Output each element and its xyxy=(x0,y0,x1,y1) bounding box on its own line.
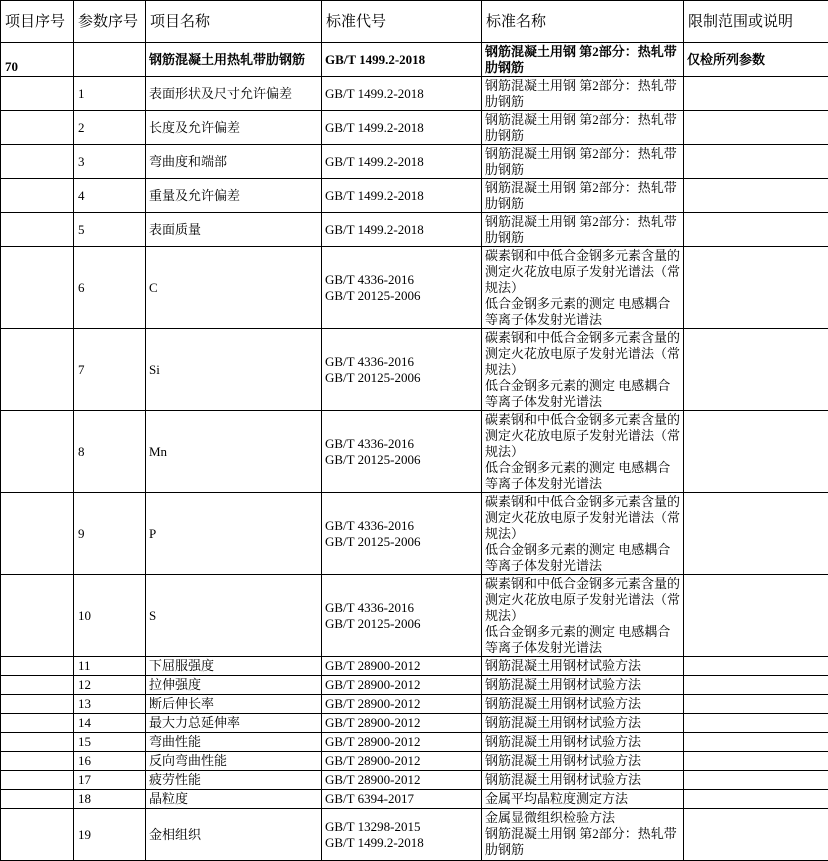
standard-name-line: 钢筋混凝土用钢材试验方法 xyxy=(485,658,680,674)
standard-code-line: GB/T 1499.2-2018 xyxy=(325,188,478,204)
param-no-cell: 12 xyxy=(74,676,146,695)
table-row xyxy=(1,575,828,657)
item-no-cell xyxy=(1,714,74,733)
param-no-cell: 11 xyxy=(74,657,146,676)
standard-name-cell xyxy=(482,714,684,733)
table-row xyxy=(1,752,828,771)
standard-name-cell xyxy=(482,145,684,179)
standard-name-cell xyxy=(482,213,684,247)
param-no-cell: 2 xyxy=(74,111,146,145)
table-row xyxy=(1,213,828,247)
standard-code-line: GB/T 4336-2016 xyxy=(325,518,478,534)
item-no-cell xyxy=(1,179,74,213)
group-standard-code: GB/T 1499.2-2018 xyxy=(322,43,482,77)
header-item-no: 项目序号 xyxy=(1,1,74,43)
standard-name-line: 钢筋混凝土用钢材试验方法 xyxy=(485,715,680,731)
standard-code-cell xyxy=(322,809,482,861)
param-no-cell: 10 xyxy=(74,575,146,657)
standard-name-line: 钢筋混凝土用钢 第2部分：热轧带肋钢筋 xyxy=(485,146,680,178)
standard-name-line: 低合金钢多元素的测定 电感耦合等离子体发射光谱法 xyxy=(485,378,680,410)
table-row xyxy=(1,714,828,733)
header-item-name: 项目名称 xyxy=(146,1,322,43)
table-row xyxy=(1,695,828,714)
item-name-cell: 下屈服强度 xyxy=(146,657,322,676)
standard-name-cell xyxy=(482,493,684,575)
item-name-cell: P xyxy=(146,493,322,575)
standard-name-line: 低合金钢多元素的测定 电感耦合等离子体发射光谱法 xyxy=(485,624,680,656)
group-standard-name: 钢筋混凝土用钢 第2部分：热轧带肋钢筋 xyxy=(482,43,684,77)
table-row xyxy=(1,111,828,145)
item-no-cell xyxy=(1,575,74,657)
header-limits: 限制范围或说明 xyxy=(684,1,828,43)
limits-cell xyxy=(684,247,828,329)
table-row xyxy=(1,145,828,179)
standard-code-cell xyxy=(322,111,482,145)
limits-cell xyxy=(684,111,828,145)
standard-name-line: 低合金钢多元素的测定 电感耦合等离子体发射光谱法 xyxy=(485,296,680,328)
standard-name-cell xyxy=(482,695,684,714)
item-no-cell xyxy=(1,247,74,329)
standard-code-line: GB/T 4336-2016 xyxy=(325,354,478,370)
standard-code-line: GB/T 1499.2-2018 xyxy=(325,835,478,851)
limits-cell xyxy=(684,77,828,111)
item-no-cell xyxy=(1,213,74,247)
limits-cell xyxy=(684,657,828,676)
standard-name-cell xyxy=(482,790,684,809)
item-no-cell xyxy=(1,493,74,575)
limits-cell xyxy=(684,179,828,213)
header-standard-name: 标准名称 xyxy=(482,1,684,43)
standard-name-cell xyxy=(482,752,684,771)
table-row xyxy=(1,247,828,329)
header-param-no: 参数序号 xyxy=(74,1,146,43)
standard-name-line: 低合金钢多元素的测定 电感耦合等离子体发射光谱法 xyxy=(485,542,680,574)
standard-code-line: GB/T 4336-2016 xyxy=(325,272,478,288)
standard-code-line: GB/T 20125-2006 xyxy=(325,616,478,632)
standard-name-line: 钢筋混凝土用钢材试验方法 xyxy=(485,772,680,788)
standard-name-cell xyxy=(482,247,684,329)
table-row xyxy=(1,329,828,411)
group-limits: 仅检所列参数 xyxy=(684,43,828,77)
header-row xyxy=(1,1,828,43)
item-name-cell: 晶粒度 xyxy=(146,790,322,809)
standard-code-cell xyxy=(322,771,482,790)
standard-code-line: GB/T 1499.2-2018 xyxy=(325,120,478,136)
standard-name-cell xyxy=(482,809,684,861)
limits-cell xyxy=(684,145,828,179)
param-no-cell: 15 xyxy=(74,733,146,752)
item-no-cell xyxy=(1,790,74,809)
limits-cell xyxy=(684,771,828,790)
standard-code-line: GB/T 13298-2015 xyxy=(325,819,478,835)
table-row xyxy=(1,411,828,493)
param-no-cell: 18 xyxy=(74,790,146,809)
item-no-cell xyxy=(1,329,74,411)
param-no-cell: 3 xyxy=(74,145,146,179)
param-no-cell: 5 xyxy=(74,213,146,247)
table-row xyxy=(1,657,828,676)
item-name-cell: 弯曲度和端部 xyxy=(146,145,322,179)
item-name-cell: Si xyxy=(146,329,322,411)
standard-code-cell xyxy=(322,575,482,657)
item-name-cell: 反向弯曲性能 xyxy=(146,752,322,771)
standard-code-cell xyxy=(322,657,482,676)
item-name-cell: 表面形状及尺寸允许偏差 xyxy=(146,77,322,111)
standard-name-cell xyxy=(482,771,684,790)
limits-cell xyxy=(684,493,828,575)
param-no-cell: 16 xyxy=(74,752,146,771)
item-no-cell xyxy=(1,752,74,771)
standard-name-line: 钢筋混凝土用钢 第2部分：热轧带肋钢筋 xyxy=(485,180,680,212)
param-no-cell: 19 xyxy=(74,809,146,861)
item-no-cell xyxy=(1,657,74,676)
item-no-cell xyxy=(1,676,74,695)
group-item-name: 钢筋混凝土用热轧带肋钢筋 xyxy=(146,43,322,77)
limits-cell xyxy=(684,411,828,493)
standard-name-line: 金属平均晶粒度测定方法 xyxy=(485,791,680,807)
table-row xyxy=(1,179,828,213)
item-no-cell xyxy=(1,411,74,493)
standard-code-line: GB/T 20125-2006 xyxy=(325,452,478,468)
param-no-cell: 9 xyxy=(74,493,146,575)
standard-name-line: 钢筋混凝土用钢材试验方法 xyxy=(485,753,680,769)
item-name-cell: 长度及允许偏差 xyxy=(146,111,322,145)
group-item-no: 70 xyxy=(1,43,74,77)
standard-code-cell xyxy=(322,329,482,411)
standard-name-cell xyxy=(482,733,684,752)
param-no-cell: 6 xyxy=(74,247,146,329)
item-no-cell xyxy=(1,111,74,145)
limits-cell xyxy=(684,733,828,752)
item-no-cell xyxy=(1,771,74,790)
limits-cell xyxy=(684,809,828,861)
standard-code-cell xyxy=(322,77,482,111)
standard-name-line: 钢筋混凝土用钢 第2部分：热轧带肋钢筋 xyxy=(485,112,680,144)
standard-name-line: 碳素钢和中低合金钢多元素含量的测定火花放电原子发射光谱法（常规法） xyxy=(485,412,680,460)
table-row xyxy=(1,77,828,111)
item-no-cell xyxy=(1,733,74,752)
standard-code-line: GB/T 28900-2012 xyxy=(325,753,478,769)
standard-code-line: GB/T 4336-2016 xyxy=(325,600,478,616)
item-name-cell: Mn xyxy=(146,411,322,493)
table-row xyxy=(1,493,828,575)
item-name-cell: 表面质量 xyxy=(146,213,322,247)
standard-name-line: 钢筋混凝土用钢材试验方法 xyxy=(485,677,680,693)
item-no-cell xyxy=(1,77,74,111)
item-name-cell: 金相组织 xyxy=(146,809,322,861)
item-name-cell: 最大力总延伸率 xyxy=(146,714,322,733)
item-no-cell xyxy=(1,145,74,179)
item-name-cell: S xyxy=(146,575,322,657)
limits-cell xyxy=(684,695,828,714)
standard-code-cell xyxy=(322,179,482,213)
item-name-cell: C xyxy=(146,247,322,329)
standard-name-cell xyxy=(482,657,684,676)
param-no-cell: 4 xyxy=(74,179,146,213)
standard-name-cell xyxy=(482,676,684,695)
group-param-no xyxy=(74,43,146,77)
standard-code-line: GB/T 28900-2012 xyxy=(325,677,478,693)
standard-code-cell xyxy=(322,493,482,575)
standard-code-cell xyxy=(322,247,482,329)
standard-code-cell xyxy=(322,733,482,752)
standard-name-cell xyxy=(482,411,684,493)
standard-name-line: 低合金钢多元素的测定 电感耦合等离子体发射光谱法 xyxy=(485,460,680,492)
param-no-cell: 14 xyxy=(74,714,146,733)
standard-code-line: GB/T 20125-2006 xyxy=(325,288,478,304)
limits-cell xyxy=(684,790,828,809)
table-row xyxy=(1,676,828,695)
standard-code-cell xyxy=(322,752,482,771)
param-no-cell: 17 xyxy=(74,771,146,790)
item-name-cell: 疲劳性能 xyxy=(146,771,322,790)
standard-name-cell xyxy=(482,77,684,111)
standard-name-cell xyxy=(482,329,684,411)
standard-name-line: 钢筋混凝土用钢 第2部分：热轧带肋钢筋 xyxy=(485,214,680,246)
standard-code-cell xyxy=(322,790,482,809)
standard-code-line: GB/T 20125-2006 xyxy=(325,370,478,386)
standard-code-line: GB/T 1499.2-2018 xyxy=(325,86,478,102)
param-no-cell: 7 xyxy=(74,329,146,411)
table-row xyxy=(1,809,828,861)
limits-cell xyxy=(684,714,828,733)
standard-name-cell xyxy=(482,575,684,657)
standard-code-cell xyxy=(322,714,482,733)
standard-code-line: GB/T 28900-2012 xyxy=(325,658,478,674)
item-name-cell: 拉伸强度 xyxy=(146,676,322,695)
standard-name-cell xyxy=(482,111,684,145)
standard-code-cell xyxy=(322,695,482,714)
item-name-cell: 弯曲性能 xyxy=(146,733,322,752)
table-row xyxy=(1,790,828,809)
item-no-cell xyxy=(1,695,74,714)
standard-name-line: 碳素钢和中低合金钢多元素含量的测定火花放电原子发射光谱法（常规法） xyxy=(485,494,680,542)
group-row xyxy=(1,43,828,77)
param-no-cell: 13 xyxy=(74,695,146,714)
standard-code-line: GB/T 28900-2012 xyxy=(325,772,478,788)
standard-name-line: 钢筋混凝土用钢 第2部分：热轧带肋钢筋 xyxy=(485,826,680,858)
table-row xyxy=(1,771,828,790)
limits-cell xyxy=(684,752,828,771)
item-no-cell xyxy=(1,809,74,861)
param-no-cell: 8 xyxy=(74,411,146,493)
standard-name-line: 钢筋混凝土用钢材试验方法 xyxy=(485,696,680,712)
standard-code-line: GB/T 28900-2012 xyxy=(325,696,478,712)
standard-code-cell xyxy=(322,145,482,179)
standard-name-line: 金属显微组织检验方法 xyxy=(485,810,680,826)
param-no-cell: 1 xyxy=(74,77,146,111)
standard-code-line: GB/T 20125-2006 xyxy=(325,534,478,550)
standard-name-line: 钢筋混凝土用钢材试验方法 xyxy=(485,734,680,750)
standard-code-line: GB/T 4336-2016 xyxy=(325,436,478,452)
standard-code-line: GB/T 28900-2012 xyxy=(325,715,478,731)
standard-code-line: GB/T 1499.2-2018 xyxy=(325,222,478,238)
standard-code-line: GB/T 6394-2017 xyxy=(325,791,478,807)
standard-code-line: GB/T 1499.2-2018 xyxy=(325,154,478,170)
standard-code-cell xyxy=(322,213,482,247)
standard-name-line: 碳素钢和中低合金钢多元素含量的测定火花放电原子发射光谱法（常规法） xyxy=(485,576,680,624)
standard-name-line: 钢筋混凝土用钢 第2部分：热轧带肋钢筋 xyxy=(485,78,680,110)
standard-name-cell xyxy=(482,179,684,213)
header-standard-code: 标准代号 xyxy=(322,1,482,43)
limits-cell xyxy=(684,329,828,411)
table-row xyxy=(1,733,828,752)
item-name-cell: 断后伸长率 xyxy=(146,695,322,714)
limits-cell xyxy=(684,676,828,695)
standard-code-cell xyxy=(322,411,482,493)
limits-cell xyxy=(684,575,828,657)
standard-code-line: GB/T 28900-2012 xyxy=(325,734,478,750)
item-name-cell: 重量及允许偏差 xyxy=(146,179,322,213)
standard-code-cell xyxy=(322,676,482,695)
limits-cell xyxy=(684,213,828,247)
standard-name-line: 碳素钢和中低合金钢多元素含量的测定火花放电原子发射光谱法（常规法） xyxy=(485,248,680,296)
standard-name-line: 碳素钢和中低合金钢多元素含量的测定火花放电原子发射光谱法（常规法） xyxy=(485,330,680,378)
